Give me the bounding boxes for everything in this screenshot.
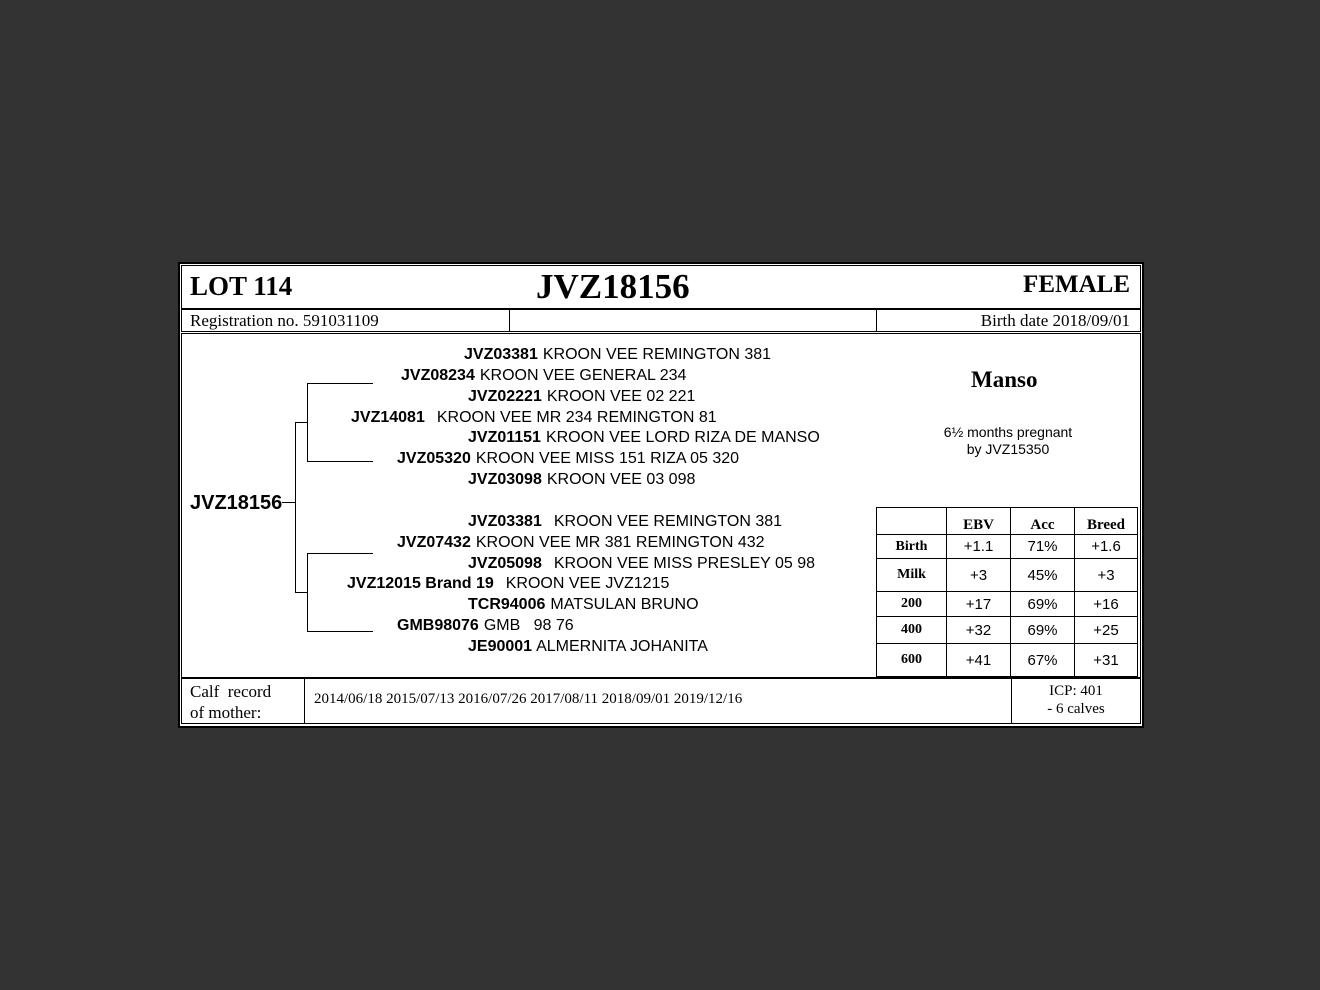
pedigree-entry-id: JVZ02221: [468, 388, 542, 405]
pedigree-entry: [468, 638, 708, 656]
calf-record-dates: 2014/06/18 2015/07/13 2016/07/26 2017/08/11 2018/09/01 2019/12/16: [314, 691, 743, 707]
pedigree-entry: [468, 555, 815, 573]
dam-dam-line: [307, 631, 373, 632]
ebv-table: [876, 507, 1138, 677]
sex-label: FEMALE: [1023, 271, 1130, 298]
ebv-row-label: Birth: [877, 535, 947, 559]
pedigree-entry: [347, 575, 669, 593]
ebv-header-breed: Breed: [1075, 508, 1138, 535]
ebv-row: [877, 617, 1138, 644]
pedigree-entry: [464, 346, 771, 364]
ebv-value: +32: [947, 617, 1011, 644]
pedigree-entry-id: JVZ08234: [401, 367, 475, 384]
ebv-accuracy: 67%: [1011, 644, 1075, 677]
subject-connector: [282, 502, 295, 503]
pregnancy-line-1: 6½ months pregnant: [943, 424, 1073, 440]
pedigree-entry-id: JVZ01151: [468, 429, 541, 446]
pedigree-subject: JVZ18156: [190, 492, 283, 514]
ebv-header-row: [877, 508, 1138, 535]
ebv-header-ebv: EBV: [947, 508, 1011, 535]
pedigree-entry-name: KROON VEE GENERAL 234: [479, 367, 687, 384]
sire-dam-line: [307, 461, 373, 462]
pedigree-entry: [397, 450, 739, 468]
pedigree-entry: [351, 409, 717, 427]
sire-vertical: [307, 383, 308, 462]
pedigree-entry-id: JVZ12015 Brand 19: [347, 575, 494, 592]
ebv-row: [877, 559, 1138, 592]
ebv-value: +41: [947, 644, 1011, 677]
ebv-value: +3: [947, 559, 1011, 592]
ebv-breed-avg: +31: [1075, 644, 1138, 677]
lot-number: LOT 114: [190, 271, 293, 301]
reg-box-middle: [509, 309, 877, 332]
pedigree-entry-id: JVZ03381: [464, 346, 538, 363]
calf-record-label-line-2: of mother:: [190, 703, 262, 722]
pedigree-entry: [468, 429, 820, 447]
pedigree-entry: [468, 513, 782, 531]
dam-vertical: [307, 553, 308, 632]
pedigree-entry-name: KROON VEE REMINGTON 381: [542, 346, 772, 363]
pedigree-entry: [397, 534, 765, 552]
pedigree-entry-name: KROON VEE 03 098: [546, 471, 696, 488]
pedigree-entry-name: GMB 98 76: [483, 617, 574, 634]
pedigree-entry: [468, 596, 699, 614]
pedigree-entry-id: JVZ03098: [468, 471, 542, 488]
pregnancy-line-2: by JVZ15350: [966, 441, 1050, 457]
ebv-breed-avg: +1.6: [1075, 535, 1138, 559]
ebv-row-label: 400: [877, 617, 947, 644]
pedigree-entry-id: JVZ03381: [468, 513, 542, 530]
main-vertical: [295, 422, 296, 593]
ebv-value: +17: [947, 592, 1011, 617]
pedigree-entry-id: GMB98076: [397, 617, 479, 634]
birth-date: Birth date 2018/09/01: [980, 311, 1130, 330]
pedigree-entry-id: JVZ07432: [397, 534, 471, 551]
ebv-accuracy: 69%: [1011, 592, 1075, 617]
pregnancy-status: [934, 424, 1082, 458]
pedigree-entry-name: KROON VEE LORD RIZA DE MANSO: [545, 429, 820, 446]
pedigree-entry-id: JVZ05320: [397, 450, 471, 467]
pedigree-entry-id: JVZ05098: [468, 555, 542, 572]
pedigree-entry: [468, 471, 695, 489]
ebv-breed-avg: +16: [1075, 592, 1138, 617]
farm-name: Manso: [971, 367, 1038, 392]
pedigree-entry-name: KROON VEE MISS PRESLEY 05 98: [553, 555, 815, 572]
pedigree-entry: [468, 388, 695, 406]
ebv-row: [877, 535, 1138, 559]
icp-summary: [1012, 682, 1140, 718]
ebv-header-blank: [877, 508, 947, 535]
pedigree-entry: [401, 367, 686, 385]
ebv-breed-avg: +25: [1075, 617, 1138, 644]
pedigree-entry-name: KROON VEE MR 381 REMINGTON 432: [475, 534, 765, 551]
pedigree-entry: [397, 617, 574, 635]
sire-sire-line: [307, 383, 373, 384]
pedigree-entry-name: KROON VEE 02 221: [546, 388, 696, 405]
calf-count: - 6 calves: [1047, 701, 1105, 717]
ebv-header-acc: Acc: [1011, 508, 1075, 535]
pedigree-entry-id: JVZ14081: [351, 409, 425, 426]
calf-record-label-line-1: Calf record: [190, 682, 272, 701]
pedigree-entry-name: MATSULAN BRUNO: [550, 596, 699, 613]
lot-card: [178, 262, 1144, 728]
ebv-value: +1.1: [947, 535, 1011, 559]
icp-value: ICP: 401: [1049, 683, 1103, 699]
animal-id-title: JVZ18156: [536, 267, 690, 306]
pedigree-entry-name: ALMERNITA JOHANITA: [536, 638, 708, 655]
pedigree-entry-name: KROON VEE MISS 151 RIZA 05 320: [475, 450, 740, 467]
dam-sire-line: [307, 553, 373, 554]
ebv-row-label: 200: [877, 592, 947, 617]
ebv-row-label: Milk: [877, 559, 947, 592]
ebv-breed-avg: +3: [1075, 559, 1138, 592]
calf-record-label: [190, 681, 300, 723]
pedigree-entry-name: KROON VEE REMINGTON 381: [553, 513, 783, 530]
ebv-accuracy: 45%: [1011, 559, 1075, 592]
ebv-row-label: 600: [877, 644, 947, 677]
ebv-accuracy: 71%: [1011, 535, 1075, 559]
registration-number: Registration no. 591031109: [190, 311, 379, 330]
pedigree-entry-id: TCR94006: [468, 596, 546, 613]
pedigree-entry-name: KROON VEE JVZ1215: [505, 575, 670, 592]
pedigree-entry-name: KROON VEE MR 234 REMINGTON 81: [436, 409, 717, 426]
ebv-row: [877, 644, 1138, 677]
ebv-row: [877, 592, 1138, 617]
ebv-accuracy: 69%: [1011, 617, 1075, 644]
pedigree-entry-id: JE90001: [468, 638, 533, 655]
